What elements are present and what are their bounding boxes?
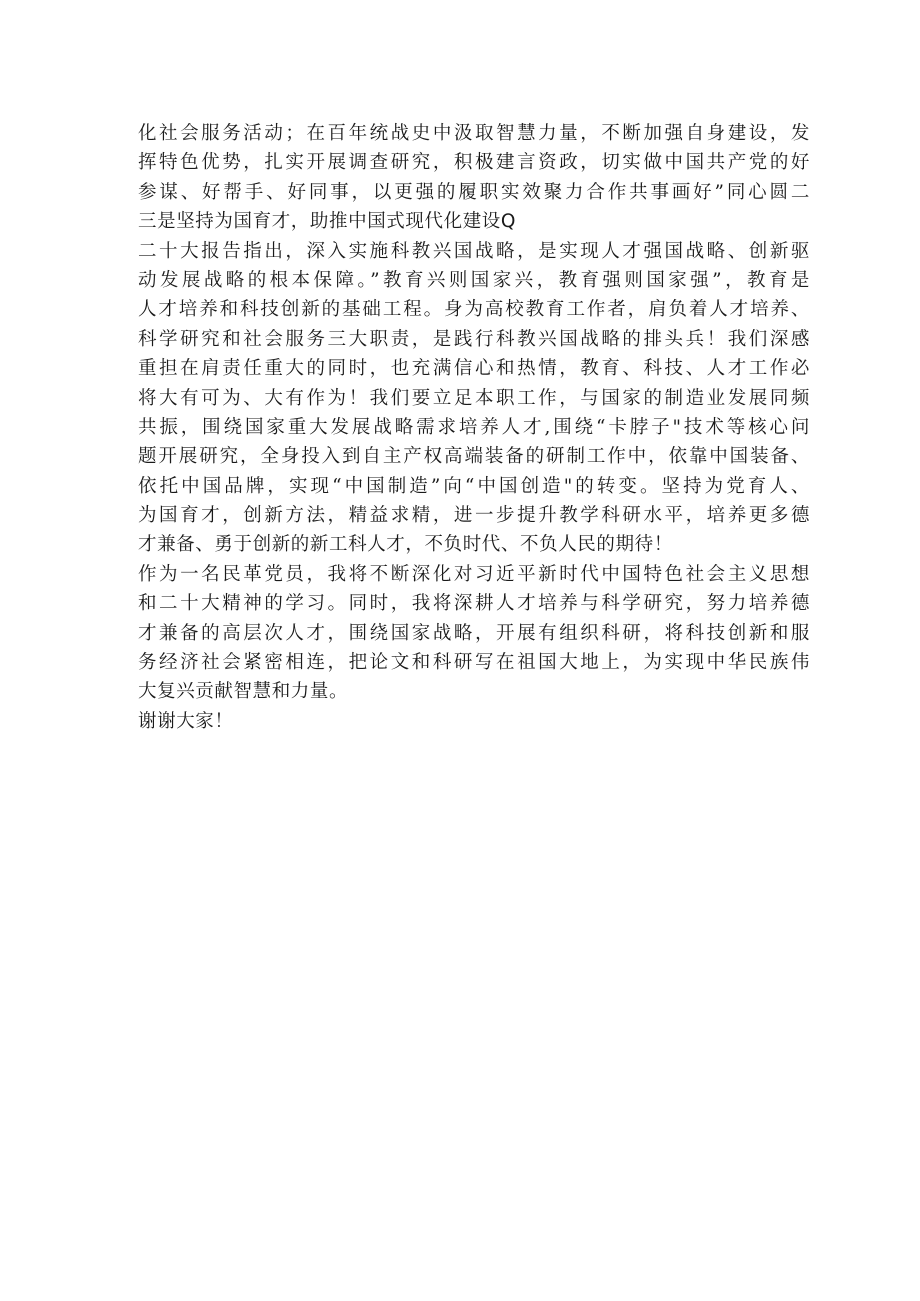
text-line-2: 挥特色优势，扎实开展调查研究，积极建言资政，切实做中国共产党的好 <box>138 152 810 174</box>
text-line-15: 才兼备、勇于创新的新工科人才，不负时代、不负人民的期待！ <box>138 534 673 556</box>
text-line-10: 将大有可为、大有作为！我们要立足本职工作，与国家的制造业发展同频 <box>138 387 810 409</box>
text-line-13: 依托中国品牌，实现“中国制造”向“中国创造"的转变。坚持为党育人、 <box>138 475 810 497</box>
text-line-9: 重担在肩责任重大的同时，也充满信心和热情，教育、科技、人才工作必 <box>138 358 810 380</box>
text-line-12: 题开展研究，全身投入到自主产权高端装备的研制工作中，依靠中国装备、 <box>138 446 810 468</box>
text-line-7: 人才培养和科技创新的基础工程。身为高校教育工作者，肩负着人才培养、 <box>138 299 810 321</box>
text-line-14: 为国育才，创新方法，精益求精，进一步提升教学科研水平，培养更多德 <box>138 505 810 527</box>
text-line-16: 作为一名民革党员，我将不断深化对习近平新时代中国特色社会主义思想 <box>138 563 810 585</box>
text-line-20: 大复兴贡献智慧和力量。 <box>138 681 349 703</box>
closing-line: 谢谢大家！ <box>138 710 234 732</box>
text-line-8: 科学研究和社会服务三大职责，是践行科教兴国战略的排头兵！我们深感 <box>138 328 810 350</box>
text-line-19: 务经济社会紧密相连，把论文和科研写在祖国大地上，为实现中华民族伟 <box>138 652 810 674</box>
document-body <box>138 119 810 736</box>
section-heading-line: 三是坚持为国育才，助推中国式现代化建设Q <box>138 211 517 233</box>
text-line-18: 才兼备的高层次人才，围绕国家战略，开展有组织科研，将科技创新和服 <box>138 622 810 644</box>
text-line-11: 共振，围绕国家重大发展战略需求培养人才,围绕“卡脖子"技术等核心问 <box>138 416 810 438</box>
text-line-17: 和二十大精神的学习。同时，我将深耕人才培养与科学研究，努力培养德 <box>138 593 810 615</box>
text-line-6: 动发展战略的根本保障。”教育兴则国家兴，教育强则国家强”，教育是 <box>138 269 810 291</box>
text-line-3: 参谋、好帮手、好同事，以更强的履职实效聚力合作共事画好”同心圆二 <box>138 181 810 203</box>
text-line-5: 二十大报告指出，深入实施科教兴国战略，是实现人才强国战略、创新驱 <box>138 240 810 262</box>
text-line-1: 化社会服务活动；在百年统战史中汲取智慧力量，不断加强自身建设，发 <box>138 123 810 144</box>
